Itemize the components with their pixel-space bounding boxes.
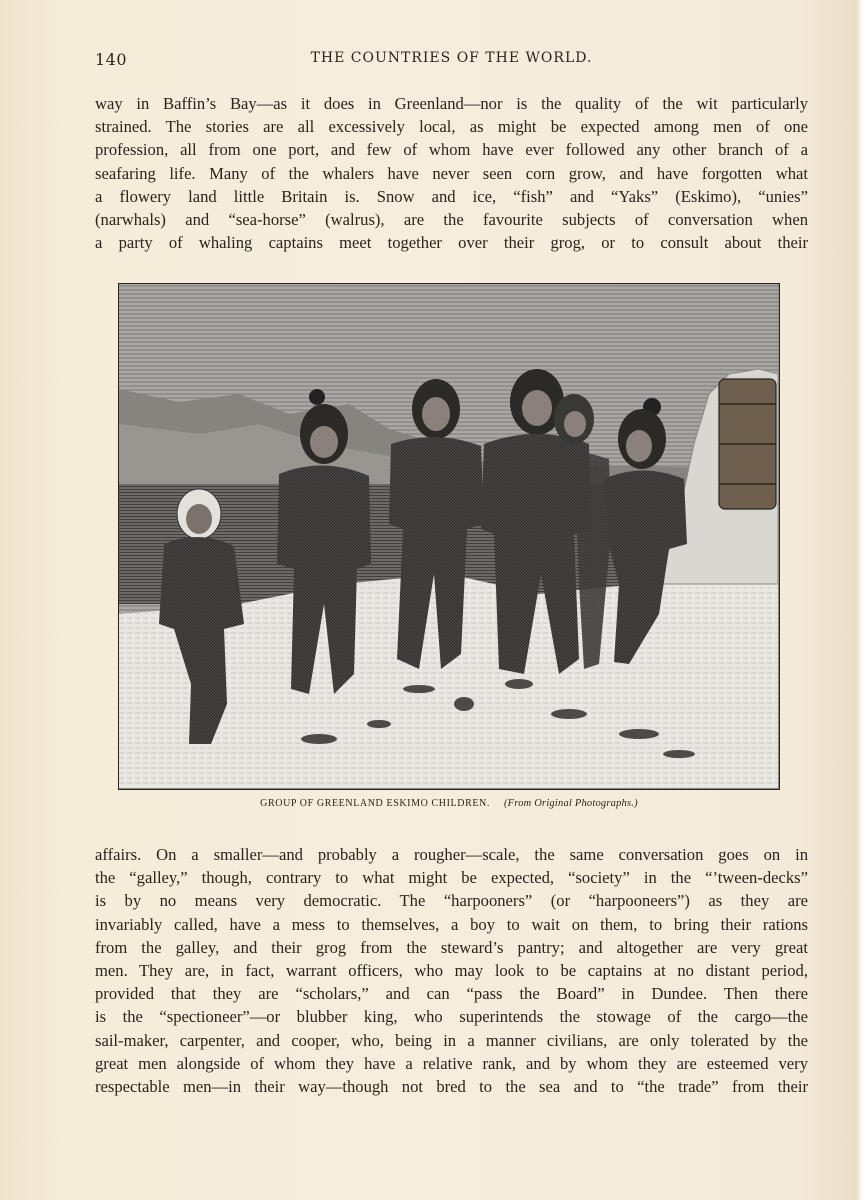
- body-text-bottom: [95, 843, 808, 1098]
- text-line: the “galley,” though, contrary to what might be expected, “society” in the “’tween-decks”: [95, 868, 808, 888]
- text-line: provided that they are “scholars,” and can “pass the Board” in Dundee. Then there: [95, 984, 808, 1004]
- text-line: seafaring life. Many of the whalers have never seen corn grow, and have forgotten what: [95, 163, 808, 183]
- text-line: sail-maker, carpenter, and cooper, who, being in a manner civilians, are only tolerated by the: [95, 1030, 808, 1050]
- text-line: from the galley, and their grog from the steward’s pantry; and altogether are very great: [95, 937, 808, 957]
- page-number: 140: [95, 50, 128, 69]
- page-edge: [856, 0, 866, 1200]
- running-head: [95, 50, 808, 74]
- text-line: great men alongside of whom they have a relative rank, and by whom they are esteemed very: [95, 1053, 808, 1073]
- text-line: a party of whaling captains meet together over their grog, or to consult about their: [95, 233, 808, 253]
- running-title: THE COUNTRIES OF THE WORLD.: [310, 50, 593, 66]
- text-line: strained. The stories are all excessively local, as might be expected among men of one: [95, 117, 808, 137]
- text-line: men. They are, in fact, warrant officers, who may look to be captains at no distant period,: [95, 960, 808, 980]
- text-line: is by no means very democratic. The “harpooners” (or “harpooneers”) as they are: [95, 891, 808, 911]
- body-text-top: [95, 92, 808, 254]
- text-line: invariably called, have a mess to themselves, a boy to wait on them, to bring their rations: [95, 914, 808, 934]
- engraving-illustration: [118, 283, 780, 790]
- text-line: (narwhals) and “sea-horse” (walrus), are the favourite subjects of conversation when: [95, 209, 808, 229]
- text-line: way in Baffin’s Bay—as it does in Greenland—nor is the quality of the wit particularly: [95, 94, 808, 113]
- caption-credit: (From Original Photographs.): [503, 798, 638, 809]
- text-line: a flowery land little Britain is. Snow and ice, “fish” and “Yaks” (Eskimo), “unies”: [95, 186, 808, 206]
- text-line: respectable men—in their way—though not bred to the sea and to “the trade” from their: [95, 1076, 808, 1096]
- text-line: is the “spectioneer”—or blubber king, who superintends the stowage of the cargo—the: [95, 1007, 808, 1027]
- text-line: affairs. On a smaller—and probably a rougher—scale, the same conversation goes on in: [95, 845, 808, 864]
- text-line: profession, all from one port, and few of whom have ever followed any other branch of a: [95, 140, 808, 160]
- caption-title: GROUP OF GREENLAND ESKIMO CHILDREN.: [260, 798, 490, 809]
- engraving-svg: [119, 284, 778, 788]
- figure-caption: [118, 798, 780, 809]
